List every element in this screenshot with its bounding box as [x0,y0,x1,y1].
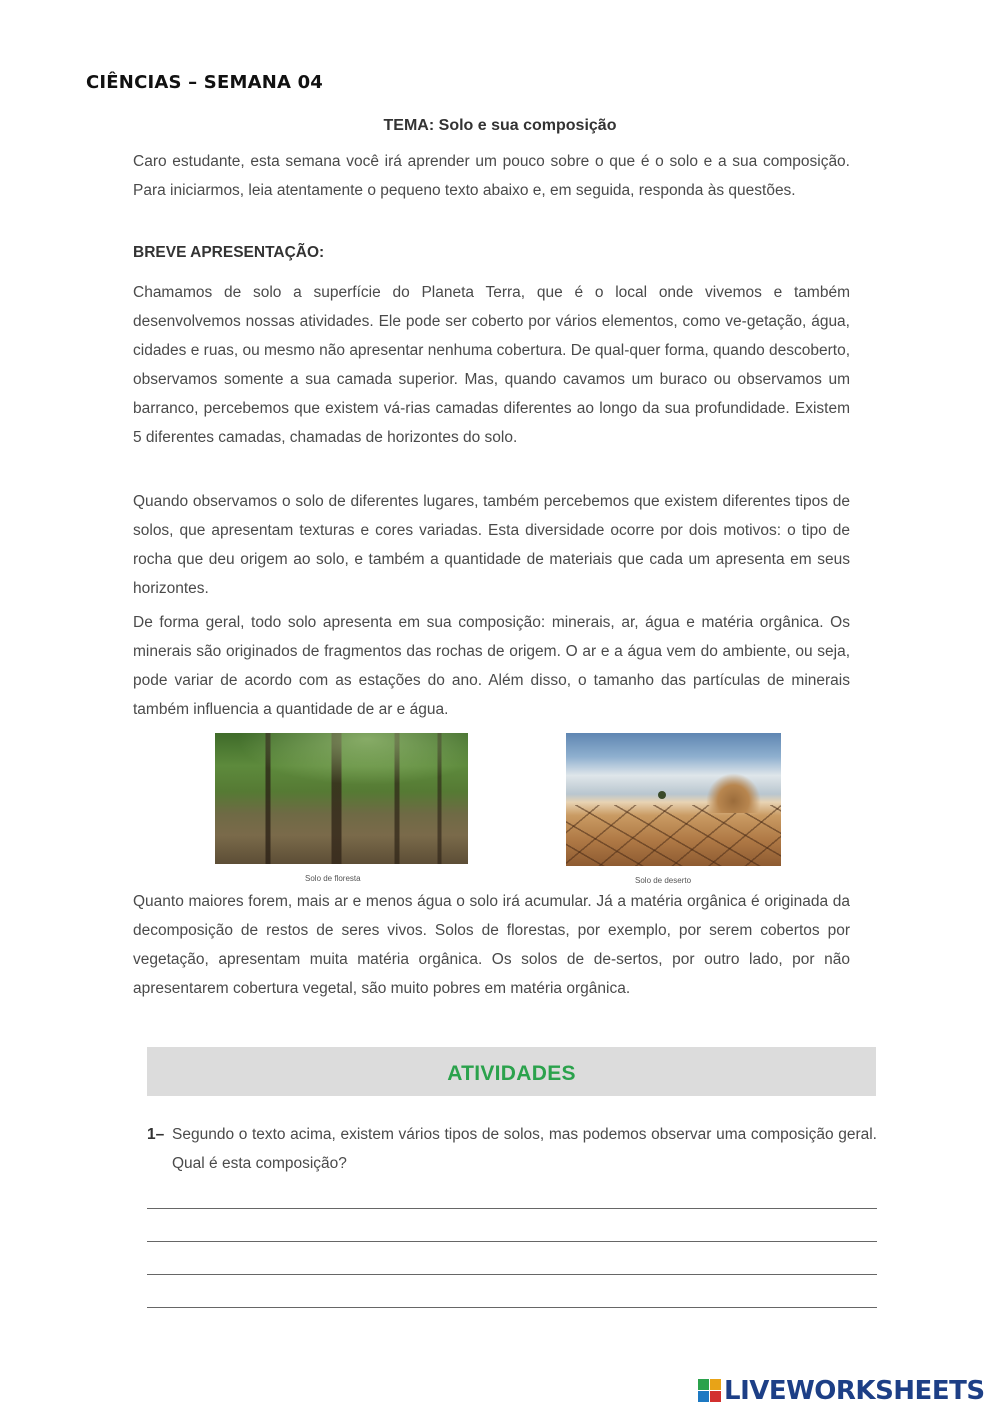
question-text: Segundo o texto acima, existem vários tipos de solos, mas podemos observar uma composição geral. Qual é esta composição? [172,1126,877,1172]
liveworksheets-logo-text: LIVEWORKSHEETS [724,1376,985,1406]
intro-paragraph: Caro estudante, esta semana você irá aprender um pouco sobre o que é o solo e a sua composição. Para iniciarmos, leia atentamente o pequeno texto abaixo e, em seguida, responda às questões. [133,153,850,199]
body-paragraph-4: Quanto maiores forem, mais ar e menos água o solo irá acumular. Já a matéria orgânica é originada da decomposição de restos de seres vivos. Solos de florestas, por exemplo, por serem cobertos por vegetação, apresentam muita matéria orgânica. Os solos de de-sertos, por outro lado, por não apresentarem cobertura vegetal, são muito pobres em matéria orgânica. [133,893,850,997]
answer-line[interactable] [147,1208,877,1209]
activities-banner [147,1047,876,1096]
topic-label: TEMA: [383,117,435,134]
answer-line[interactable] [147,1307,877,1308]
activities-title: ATIVIDADES [447,1062,576,1085]
forest-soil-photo [215,733,468,864]
question-number: 1– [147,1126,165,1143]
body-paragraph-1: Chamamos de solo a superfície do Planeta Terra, que é o local onde vivemos e também desenvolvemos nossas atividades. Ele pode ser coberto por vários elementos, como ve-getação, água, cidades e ruas, ou mesmo não apresentar nenhuma cobertura. De qual-quer forma, quando descoberto, observamos somente a sua camada superior. Mas, quando cavamos um buraco ou observamos um barranco, percebemos que existem vá-rias camadas diferentes ao longo da sua profundidade. Existem 5 diferentes camadas, chamadas de horizontes do solo. [133,284,850,446]
page-title: CIÊNCIAS – SEMANA 04 [86,72,324,93]
topic-heading [0,117,1000,135]
forest-photo-caption: Solo de floresta [305,874,361,883]
topic-value: Solo e sua composição [438,117,617,134]
desert-photo-caption: Solo de deserto [635,876,692,885]
desert-soil-photo [566,733,781,866]
body-paragraph-2: Quando observamos o solo de diferentes lugares, também percebemos que existem diferentes tipos de solos, que apresentam texturas e cores variadas. Esta diversidade ocorre por dois motivos: o tipo de rocha que deu origem ao solo, e também a quantidade de materiais que cada um apresenta em seus horizontes. [133,493,850,597]
body-paragraph-3: De forma geral, todo solo apresenta em sua composição: minerais, ar, água e matéria orgânica. Os minerais são originados de fragmentos das rochas de origem. O ar e a água vem do ambiente, ou seja, pode variar de acordo com as estações do ano. Além disso, o tamanho das partículas de minerais também influencia a quantidade de ar e água. [133,614,850,718]
liveworksheets-logo-icon [698,1379,722,1403]
question-1 [147,1120,877,1178]
liveworksheets-logo [698,1376,994,1408]
answer-line[interactable] [147,1241,877,1242]
section-title: BREVE APRESENTAÇÃO: [133,244,325,261]
answer-line[interactable] [147,1274,877,1275]
